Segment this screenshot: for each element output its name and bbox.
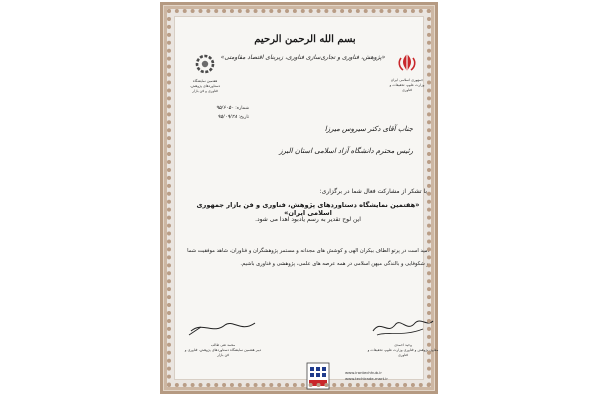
signer-right-title: معاون پژوهش و فناوری وزارت علوم، تحقیقات و فناوری [367,348,439,357]
certificate-subtitle: «پژوهش، فناوری و تجاری‌سازی فناوری، زیربنای اقتصاد مقاومتی» [220,54,386,61]
reference-block [189,104,249,122]
exhibition-seal-icon [305,361,331,391]
date-label: تاریخ: [238,115,249,120]
iran-emblem-icon [393,52,421,74]
signature-left [183,317,263,357]
number-label: شماره: [235,106,249,111]
emblem-caption: جمهوری اسلامی ایران وزارت علوم، تحقیقات و فناوری [389,78,425,92]
exhibition-logo [189,53,221,93]
signer-left-title: دبیر هفتمین نمایشگاه دستاوردهای پژوهش، فناوری و فن بازار [184,348,262,357]
signer-left-name: محمد تقی طالب [210,343,236,347]
date-value: ۹۵/۰۹/۲۸ [217,114,238,120]
certificate-frame [160,2,438,394]
exhibition-seal-logo [305,361,331,391]
recipient-title: رئیس محترم دانشگاه آزاد اسلامی استان البرز [279,147,413,155]
exhibition-logo-caption: هفتمین نمایشگاه دستاوردهای پژوهش، فناوری و فن بازار [189,79,221,93]
event-name: «هفتمین نمایشگاه دستاوردهای پژوهش، فناوری و فن بازار جمهوری اسلامی ایران» [196,201,420,217]
date-line [189,113,249,122]
url-techtrade: www.techtrade-mart.ir [345,376,388,381]
exhibition-ring-icon [190,53,220,75]
recipient-name: جناب آقای دکتر سیروس میرزا [324,125,413,133]
closing-paragraph: امید است در پرتو الطاف بیکران الهی و کوشش های مجدانه و مستمر پژوهشگران و فناوران، شاهد موفقیت شما و شکوفایی و بالندگی میهن اسلامی در همه عرصه های علمی، پژوهشی و فناوری باشیم. [187,248,429,267]
signer-right-name: وحید احمدی [394,343,412,347]
website-links [345,370,431,382]
award-statement: این لوح تقدیر به رسم یادبود اهدا می شود. [255,216,361,223]
certificate-paper [174,16,439,381]
basmala-heading: بسم الله الرحمن الرحیم [254,34,356,45]
number-value: ۹۵/۶۰۵۰ [215,105,234,111]
number-line [189,104,249,113]
url-irantechhub: www.irantechhub.ir [345,370,382,375]
signature-right [363,313,443,357]
iran-emblem-logo [389,52,425,92]
handwritten-signature-left [183,317,263,339]
handwritten-signature-right [363,313,443,339]
thanks-line: با تشکر از مشارکت فعال شما در برگزاری: [319,188,427,195]
